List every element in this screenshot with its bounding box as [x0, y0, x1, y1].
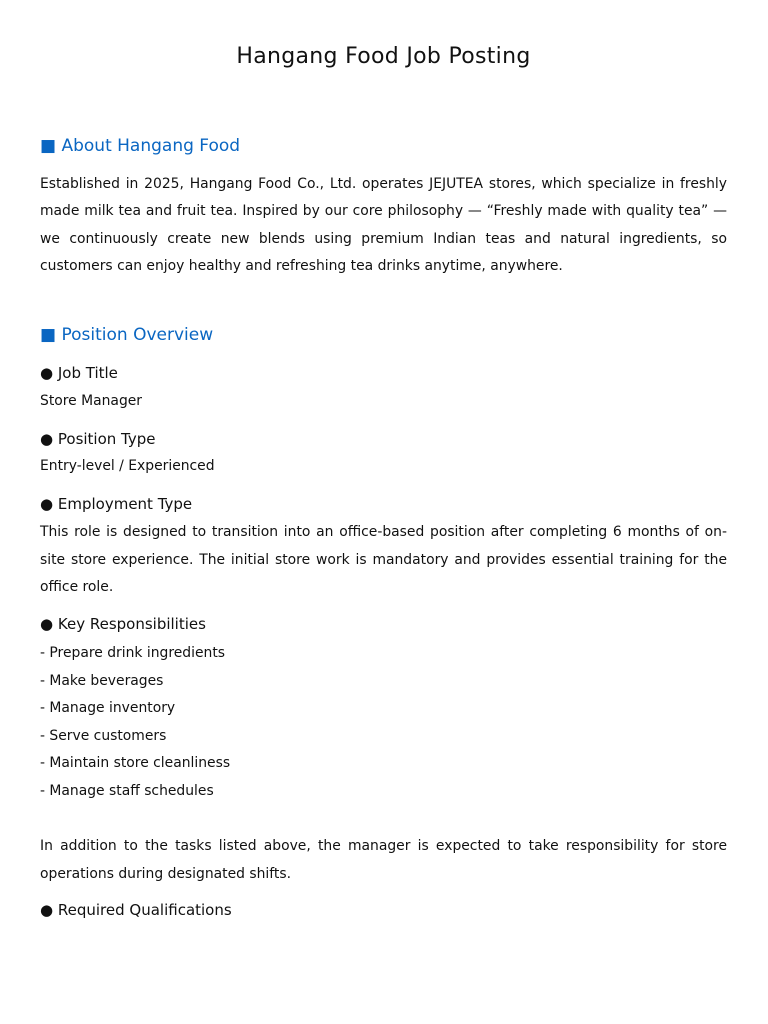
position-type-heading [40, 430, 156, 448]
overview-section-heading [40, 325, 213, 345]
list-item: - Prepare drink ingredients [40, 645, 225, 661]
list-item: - Serve customers [40, 727, 167, 744]
list-item: - Make beverages [40, 672, 164, 689]
circle-bullet-icon: ● [40, 364, 54, 382]
job-title-heading [40, 364, 118, 382]
circle-bullet-icon: ● [40, 495, 54, 513]
circle-bullet-icon: ● [40, 615, 54, 633]
circle-bullet-icon: ● [40, 430, 54, 448]
overview-heading-text: Position Overview [61, 325, 214, 345]
employment-type-label: Employment Type [57, 495, 193, 513]
responsibilities-label: Key Responsibilities [57, 615, 206, 633]
responsibilities-heading [40, 615, 206, 633]
position-type-label: Position Type [57, 430, 156, 448]
square-bullet-icon: ■ [40, 136, 57, 156]
page-title: Hangang Food Job Posting [236, 44, 531, 69]
employment-type-description: This role is designed to transition into an office-based position after completing 6 months of on-site store experience. The initial store work is mandatory and provides essential training for the office role. [40, 524, 727, 596]
about-section-heading [40, 136, 240, 156]
employment-type-heading [40, 495, 192, 513]
circle-bullet-icon: ● [40, 901, 54, 919]
position-type-value: Entry-level / Experienced [40, 458, 215, 474]
list-item: - Maintain store cleanliness [40, 755, 231, 772]
list-item: - Manage inventory [40, 700, 176, 717]
list-item: - Manage staff schedules [40, 782, 214, 799]
job-title-value: Store Manager [40, 393, 143, 409]
qualifications-label: Required Qualifications [57, 901, 232, 919]
qualifications-heading [40, 901, 232, 919]
square-bullet-icon: ■ [40, 325, 57, 345]
responsibilities-list [40, 640, 230, 806]
about-paragraph: Established in 2025, Hangang Food Co., Ltd. operates JEJUTEA stores, which specialize in freshly made milk tea and fruit tea. Inspired by our core philosophy — “Freshly made with quality tea” — we continuously create new blends using premium Indian teas and natural ingredients, so customers can enjoy healthy and refreshing tea drinks anytime, anywhere. [40, 175, 727, 275]
job-title-label: Job Title [57, 364, 118, 382]
about-heading-text: About Hangang Food [61, 136, 241, 156]
responsibilities-note: In addition to the tasks listed above, the manager is expected to take responsibility for store operations during designated shifts. [40, 838, 727, 882]
